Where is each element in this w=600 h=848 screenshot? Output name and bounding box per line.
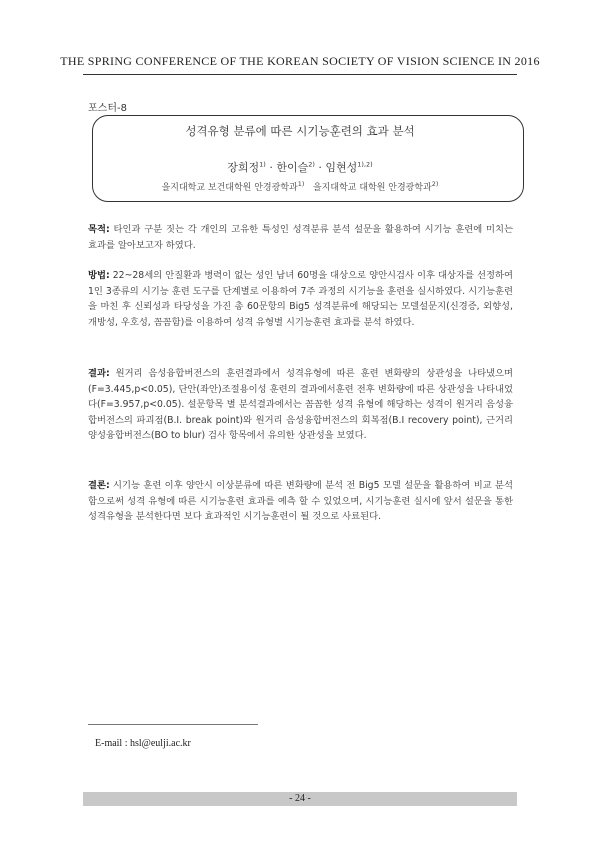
affiliation: 을지대학교 보건대학원 안경광학과 xyxy=(161,183,298,193)
section-conclusion xyxy=(88,478,513,525)
section-text: 타인과 구분 짓는 각 개인의 고유한 특성인 성격분류 분석 설문을 활용하여 시기능 훈련에 미치는 효과를 알아보고자 하였다. xyxy=(88,224,513,251)
poster-label: 포스터-8 xyxy=(88,103,127,114)
section-text: 22~28세의 안질환과 병력이 없는 성인 남녀 60명을 대상으로 양안시검사 이후 대상자를 선정하여 1인 3종류의 시기능 훈련 도구를 단계별로 이용하여 7주 과정의 시기능을 훈련을 실시하였다. 시기능훈련을 마친 후 신뢰성과 타당성을 가진 총 60문항의 Big5 성격분류에 해당되는 모델설문지(신경증, 외향성, 개방성, 우호성, 꼼꼼함)를 이용하여 성격 유형별 시기능훈련 효과를 분석 하였다. xyxy=(88,270,513,328)
paper-title: 성격유형 분류에 따른 시기능훈련의 효과 분석 xyxy=(185,124,415,138)
author-name: 한이슬 xyxy=(276,161,309,174)
author-separator: · xyxy=(265,161,277,174)
section-label: 목적: xyxy=(88,224,110,235)
section-text: 시기능 훈련 이후 양안시 이상분류에 따른 변화량에 분석 전 Big5 모델 설문을 활용하여 비교 분석 함으로써 성격 유형에 따른 시기능훈련 효과를 예측 할 수 있었으며, 시기능훈련 실시에 앞서 설문을 통한 성격유형을 분석한다면 보다 효과적인 시기능훈련이 될 것으로 사료된다. xyxy=(88,480,513,523)
section-purpose xyxy=(88,222,513,253)
page-number: - 24 - xyxy=(83,792,517,806)
section-label: 방법: xyxy=(88,270,110,281)
affiliation-mark: 1) xyxy=(297,180,305,188)
footnote-rule xyxy=(88,724,258,725)
section-results xyxy=(88,366,513,444)
author-separator: · xyxy=(314,161,326,174)
author-affil-mark: 2) xyxy=(308,160,315,169)
author-affil-mark: 1) xyxy=(259,160,266,169)
affiliation: 을지대학교 대학원 안경광학과 xyxy=(312,183,432,193)
section-label: 결론: xyxy=(88,480,110,491)
affiliation-list xyxy=(0,180,600,193)
affiliation-mark: 2) xyxy=(431,180,439,188)
author-affil-mark: 1),2) xyxy=(357,160,373,169)
author-list xyxy=(0,159,600,175)
section-label: 결과: xyxy=(88,368,110,379)
header-rule xyxy=(83,74,517,75)
section-text: 원거리 음성융합버전스의 훈련결과에서 성격유형에 따른 훈련 변화량의 상관성을 나타냈으며(F=3.445,p<0.05), 단안(좌안)조절용이성 훈련의 결과에서훈련 전후 변화량에 따른 상관성을 나타내었다(F=3.957,p<0.05). 설문항목 별 분석결과에서는 꼼꼼한 성격 유형에 해당하는 성격이 원거리 음성융합버전스의 파괴점(B.I. break point)와 원거리 음성융합버전스의 회복점(B.I recovery point), 근거리 양성융합버전스(BO to blur) 검사 항목에서 유의한 상관성을 보였다. xyxy=(88,368,513,442)
email-footnote: E-mail : hsl@eulji.ac.kr xyxy=(95,738,191,749)
author-name: 임현성 xyxy=(325,161,358,174)
section-method xyxy=(88,268,513,330)
conference-header: THE SPRING CONFERENCE OF THE KOREAN SOCIETY OF VISION SCIENCE IN 2016 xyxy=(60,54,540,68)
author-name: 장희정 xyxy=(227,161,260,174)
